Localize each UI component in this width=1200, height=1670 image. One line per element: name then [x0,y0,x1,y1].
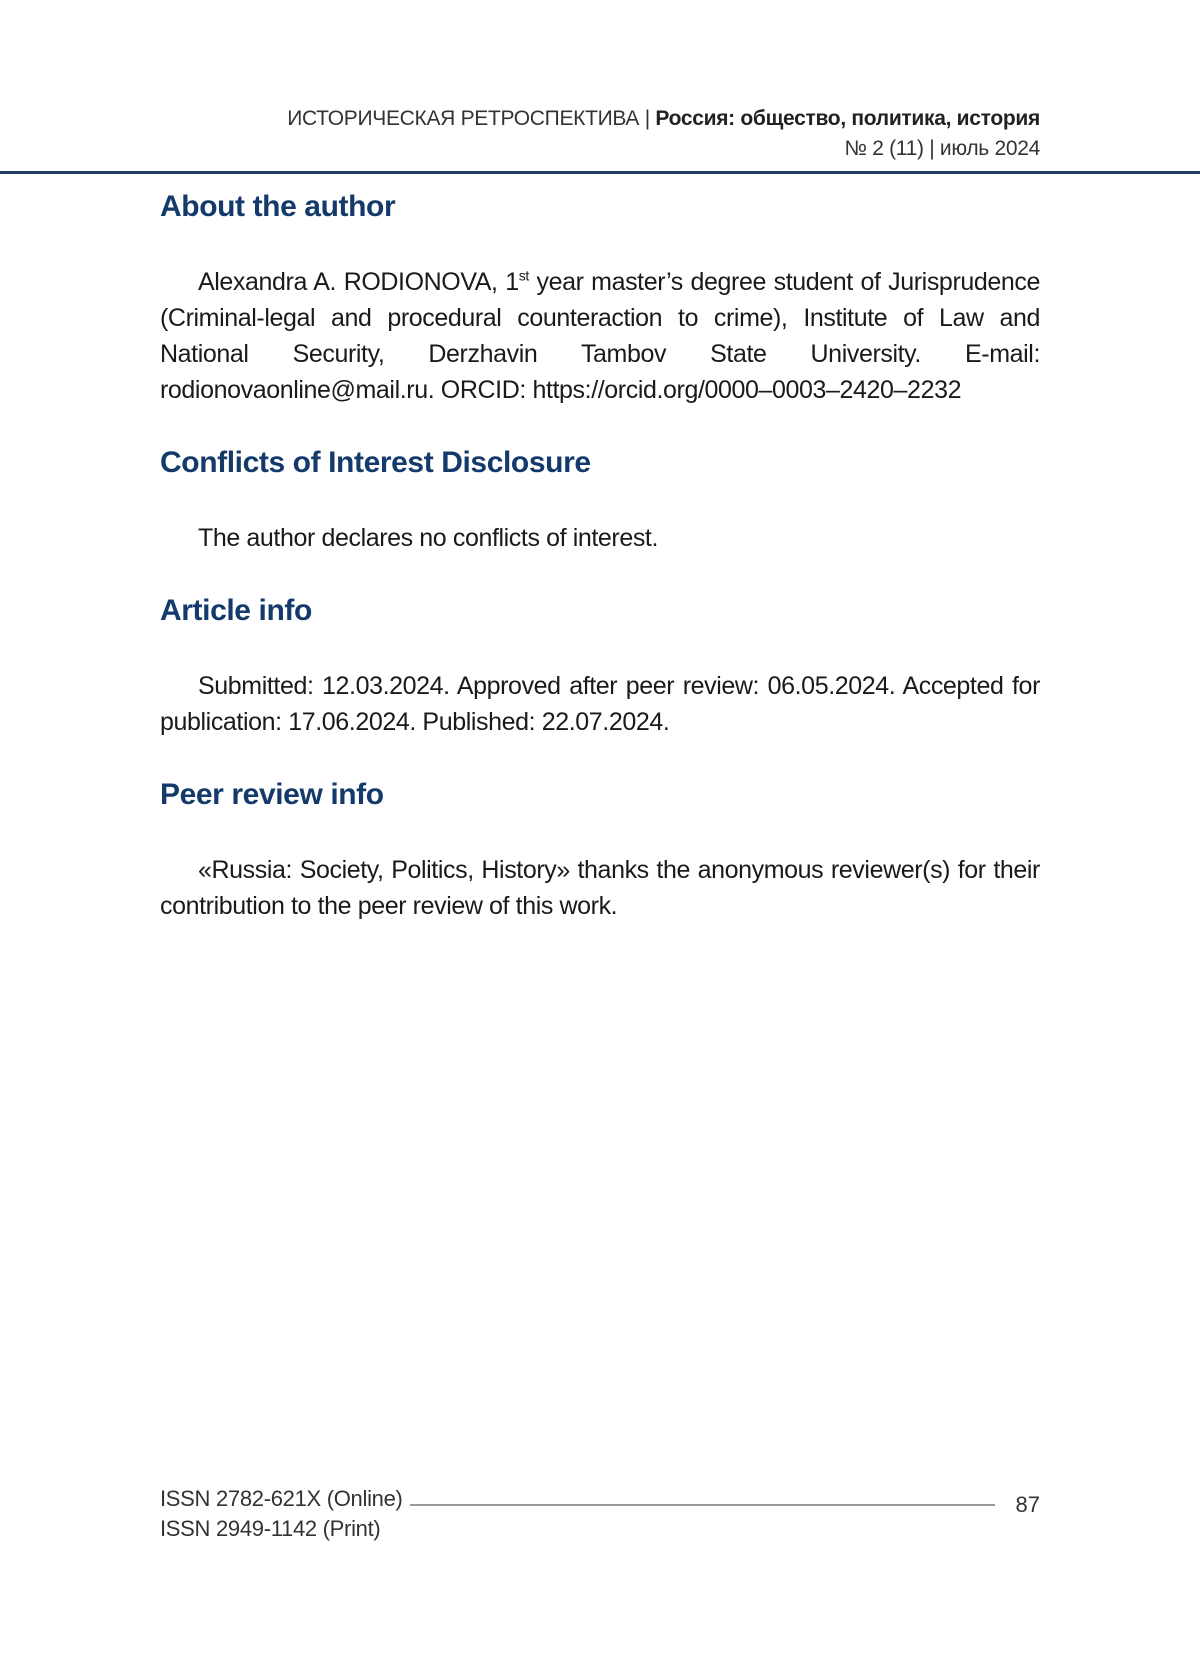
about-author-section [160,190,1040,408]
conflicts-heading: Conflicts of Interest Disclosure [160,446,591,479]
article-info-heading: Article info [160,594,312,627]
header-rule [0,171,1200,174]
ordinal-suffix: st [518,267,529,284]
header-journal: Россия: общество, политика, история [655,107,1040,130]
conflicts-text: The author declares no conflicts of interest. [198,524,659,552]
peer-review-heading: Peer review info [160,778,384,811]
page-content [160,190,1040,924]
issn-online: ISSN 2782-621X (Online) [160,1486,403,1511]
running-header [287,104,1040,164]
conflicts-section [160,446,1040,556]
page-number: 87 [1015,1492,1040,1517]
header-separator: | [644,107,650,130]
peer-review-text: «Russia: Society, Politics, History» thanks the anonymous reviewer(s) for their contribution to the peer review of this work. [160,856,1040,920]
peer-review-section [160,778,1040,924]
footer-rule [410,1504,995,1506]
header-title-line [287,104,1040,134]
header-issue: № 2 (11) | июль 2024 [844,137,1040,160]
about-author-text [160,264,1040,408]
about-author-heading: About the author [160,190,396,223]
article-info-section [160,594,1040,740]
about-author-text-rest: year master’s degree student of Jurisprudence (Criminal-legal and procedural counteraction to crime), Institute of Law and National Security, Derzhavin Tambov State University. E-mail: rodionovaonline@mail.ru. ORCID: https://orcid.org/0000–0003–2420–2232 [160,268,1040,404]
issn-print: ISSN 2949-1142 (Print) [160,1516,381,1541]
article-info-text: Submitted: 12.03.2024. Approved after peer review: 06.05.2024. Accepted for publication: 17.06.2024. Published: 22.07.2024. [160,672,1040,736]
header-section: ИСТОРИЧЕСКАЯ РЕТРОСПЕКТИВА [287,107,640,130]
about-author-text-start: Alexandra A. RODIONOVA, 1 [198,268,519,296]
issn-block [160,1484,403,1544]
